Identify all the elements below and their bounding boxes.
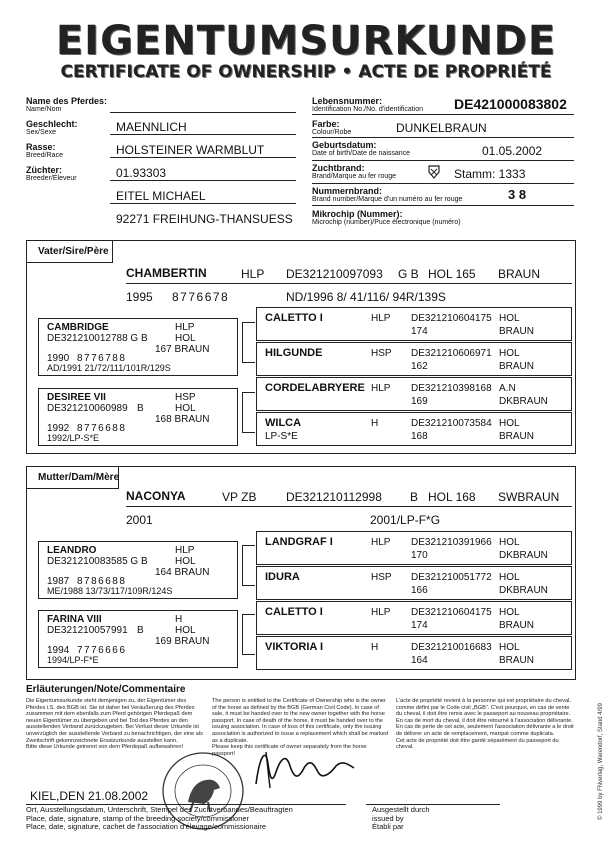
sire-name: CHAMBERTIN [126, 266, 207, 280]
sire-ggd-2: WILCA H DE321210073584 HOL LP-S*E 168 BRAUN [256, 412, 572, 446]
sex-value: MAENNLICH [110, 120, 296, 135]
dam-label: Mutter/Dam/Mère [38, 472, 120, 483]
sire-ggd-1: HILGUNDE HSP DE321210606971 HOL 162 BRAUN [256, 342, 572, 376]
breeder-number: 01.93303 [110, 166, 296, 181]
issued-by-caption: Ausgestellt durch issued by Établi par [372, 805, 430, 831]
dam-ggd-1: IDURA HSP DE321210051772 HOL 166 DKBRAUN [256, 566, 572, 600]
breeder-name: EITEL MICHAEL [110, 189, 296, 204]
notes-title: Erläuterungen/Note/Commentaire [26, 684, 186, 695]
notes-french: L'acte de propriété revient à la personne qui est propriétaire du cheval, comme défini par le Code civil „BGB“. C'est pourquoi, en cas de vente du cheval, il doit être remis avec le passeport au nouveau propriétaire. En cas de mort du cheval, il doit être retourné à l'association délivrante. En cas de perte de cet acte, seulement l'association délivrante a le droit de délivrer un acte de remplacement, marqué comme duplicata. Cet acte de propriété doit être gardé séparément du passeport du cheval. [396, 698, 574, 751]
brand-mark-icon [427, 164, 441, 180]
colour-label: Farbe: Colour/Robe [312, 119, 352, 136]
life-number-label: Lebensnummer: Identification No./No. d'identification [312, 96, 424, 113]
sire-label: Vater/Sire/Père [38, 246, 109, 257]
issue-place-date: KIEL,DEN 21.08.2002 [30, 789, 149, 803]
issue-caption: Ort, Ausstellungsdatum, Unterschrift, Stempel des Zuchtverbandes/Beauftragten Place, date, signature, stamp of the breeding society/commissioner Place, date, signature, cachet de l'association d'élevage/commissionaire [26, 805, 293, 831]
dob-label: Geburtsdatum: Date of birth/Date de naissance [312, 140, 411, 157]
dob-value: 01.05.2002 [482, 144, 543, 158]
breeder-address: 92271 FREIHUNG-THANSUESS [116, 212, 293, 226]
sex-label: Geschlecht: Sex/Sexe [26, 119, 78, 136]
sire-granddam: DESIREE VII HSP DE321210060989 B HOL 168 BRAUN 1992 8776688 1992/LP-S*E [38, 388, 238, 446]
dam-granddam: FARINA VIII H DE321210057991 B HOL 169 BRAUN 1994 7776666 1994/LP-F*E [38, 610, 238, 668]
document-subtitle: CERTIFICATE OF OWNERSHIP • ACTE DE PROPRIÉTÉ [60, 62, 552, 82]
sire-grandsire: CAMBRIDGE HLP DE321210012788 G B HOL 167 BRAUN 1990 8776788 AD/1991 21/72/111/101R/129S [38, 318, 238, 376]
breeder-label: Züchter: Breeder/Éleveur [26, 165, 77, 182]
life-number-value: DE421000083802 [454, 96, 567, 112]
dam-ggd-2: VIKTORIA I H DE321210016683 HOL 164 BRAUN [256, 636, 572, 670]
notes-german: Die Eigentumsurkunde steht demjenigen zu, der Eigentümer des Pferdes i.S. des BGB ist. Sie ist daher bei Veräußerung des Pferdes zusammen mit dem ebenfalls zum Pferd gehörigen Pferdepaß dem neuen Eigentümer zu übergeben und bei Tod des Pferdes an den ausstellenden Verband zurückzugeben. Bei Verlust dieser Urkunde ist unverzüglich der ausstellende Verband zu benachrichtigen, der eine als Zweitschrift gekennzeichnete Ersatzurkunde ausstellen kann. Bitte diese Urkunde getrennt von dem Pferdepaß aufbewahren! [26, 698, 203, 751]
brand-label: Zuchtbrand: Brand/Marque au fer rouge [312, 163, 397, 180]
copyright-sidebar: © 1999 by FNverlag, Warendorf, Stand 4/99 [598, 703, 604, 820]
sire-ggs-1: CALETTO I HLP DE321210604175 HOL 174 BRAUN [256, 307, 572, 341]
dam-ggs-1: LANDGRAF I HLP DE321210391966 HOL 170 DKBRAUN [256, 531, 572, 565]
notes-english: The person is entitled to the Certificate of Ownership who is the owner of the horse as defined by the BGB (German Civil Code). In case of sale, it must be handed over to the new owner together with the horse passport. In case of death of the horse, it must be handed over to the issuing association. In case of loss of this certificate, only the issuing association is authorized to issue a replacement which shall be marked as a duplicate. Please keep this certificate of owner separately from the horse passport! [212, 698, 388, 757]
colour-value: DUNKELBRAUN [396, 121, 487, 135]
sire-ggs-2: CORDELABRYERE HLP DE321210398168 A.N 169 DKBRAUN [256, 377, 572, 411]
brand-number-value: 3 8 [508, 187, 527, 202]
name-label: Name des Pferdes: Name/Nom [26, 96, 108, 113]
dam-ggs-2: CALETTO I HLP DE321210604175 HOL 174 BRAUN [256, 601, 572, 635]
stamm-value: Stamm: 1333 [454, 167, 526, 181]
breed-value: HOLSTEINER WARMBLUT [110, 143, 296, 158]
signature-icon [250, 744, 360, 790]
microchip-label: Mikrochip (Nummer): Microchip (number)/Puce électronique (numéro) [312, 209, 461, 226]
breed-label: Rasse: Breed/Race [26, 142, 63, 159]
dam-grandsire: LEANDRO HLP DE321210083585 G B HOL 164 BRAUN 1987 8786688 ME/1988 13/73/117/109R/124S [38, 541, 238, 599]
document-title: EIGENTUMSURKUNDE [55, 18, 557, 64]
brand-number-label: Nummernbrand: Brand number/Marque d'un numéro au fer rouge [312, 186, 463, 203]
dam-name: NACONYA [126, 489, 186, 503]
